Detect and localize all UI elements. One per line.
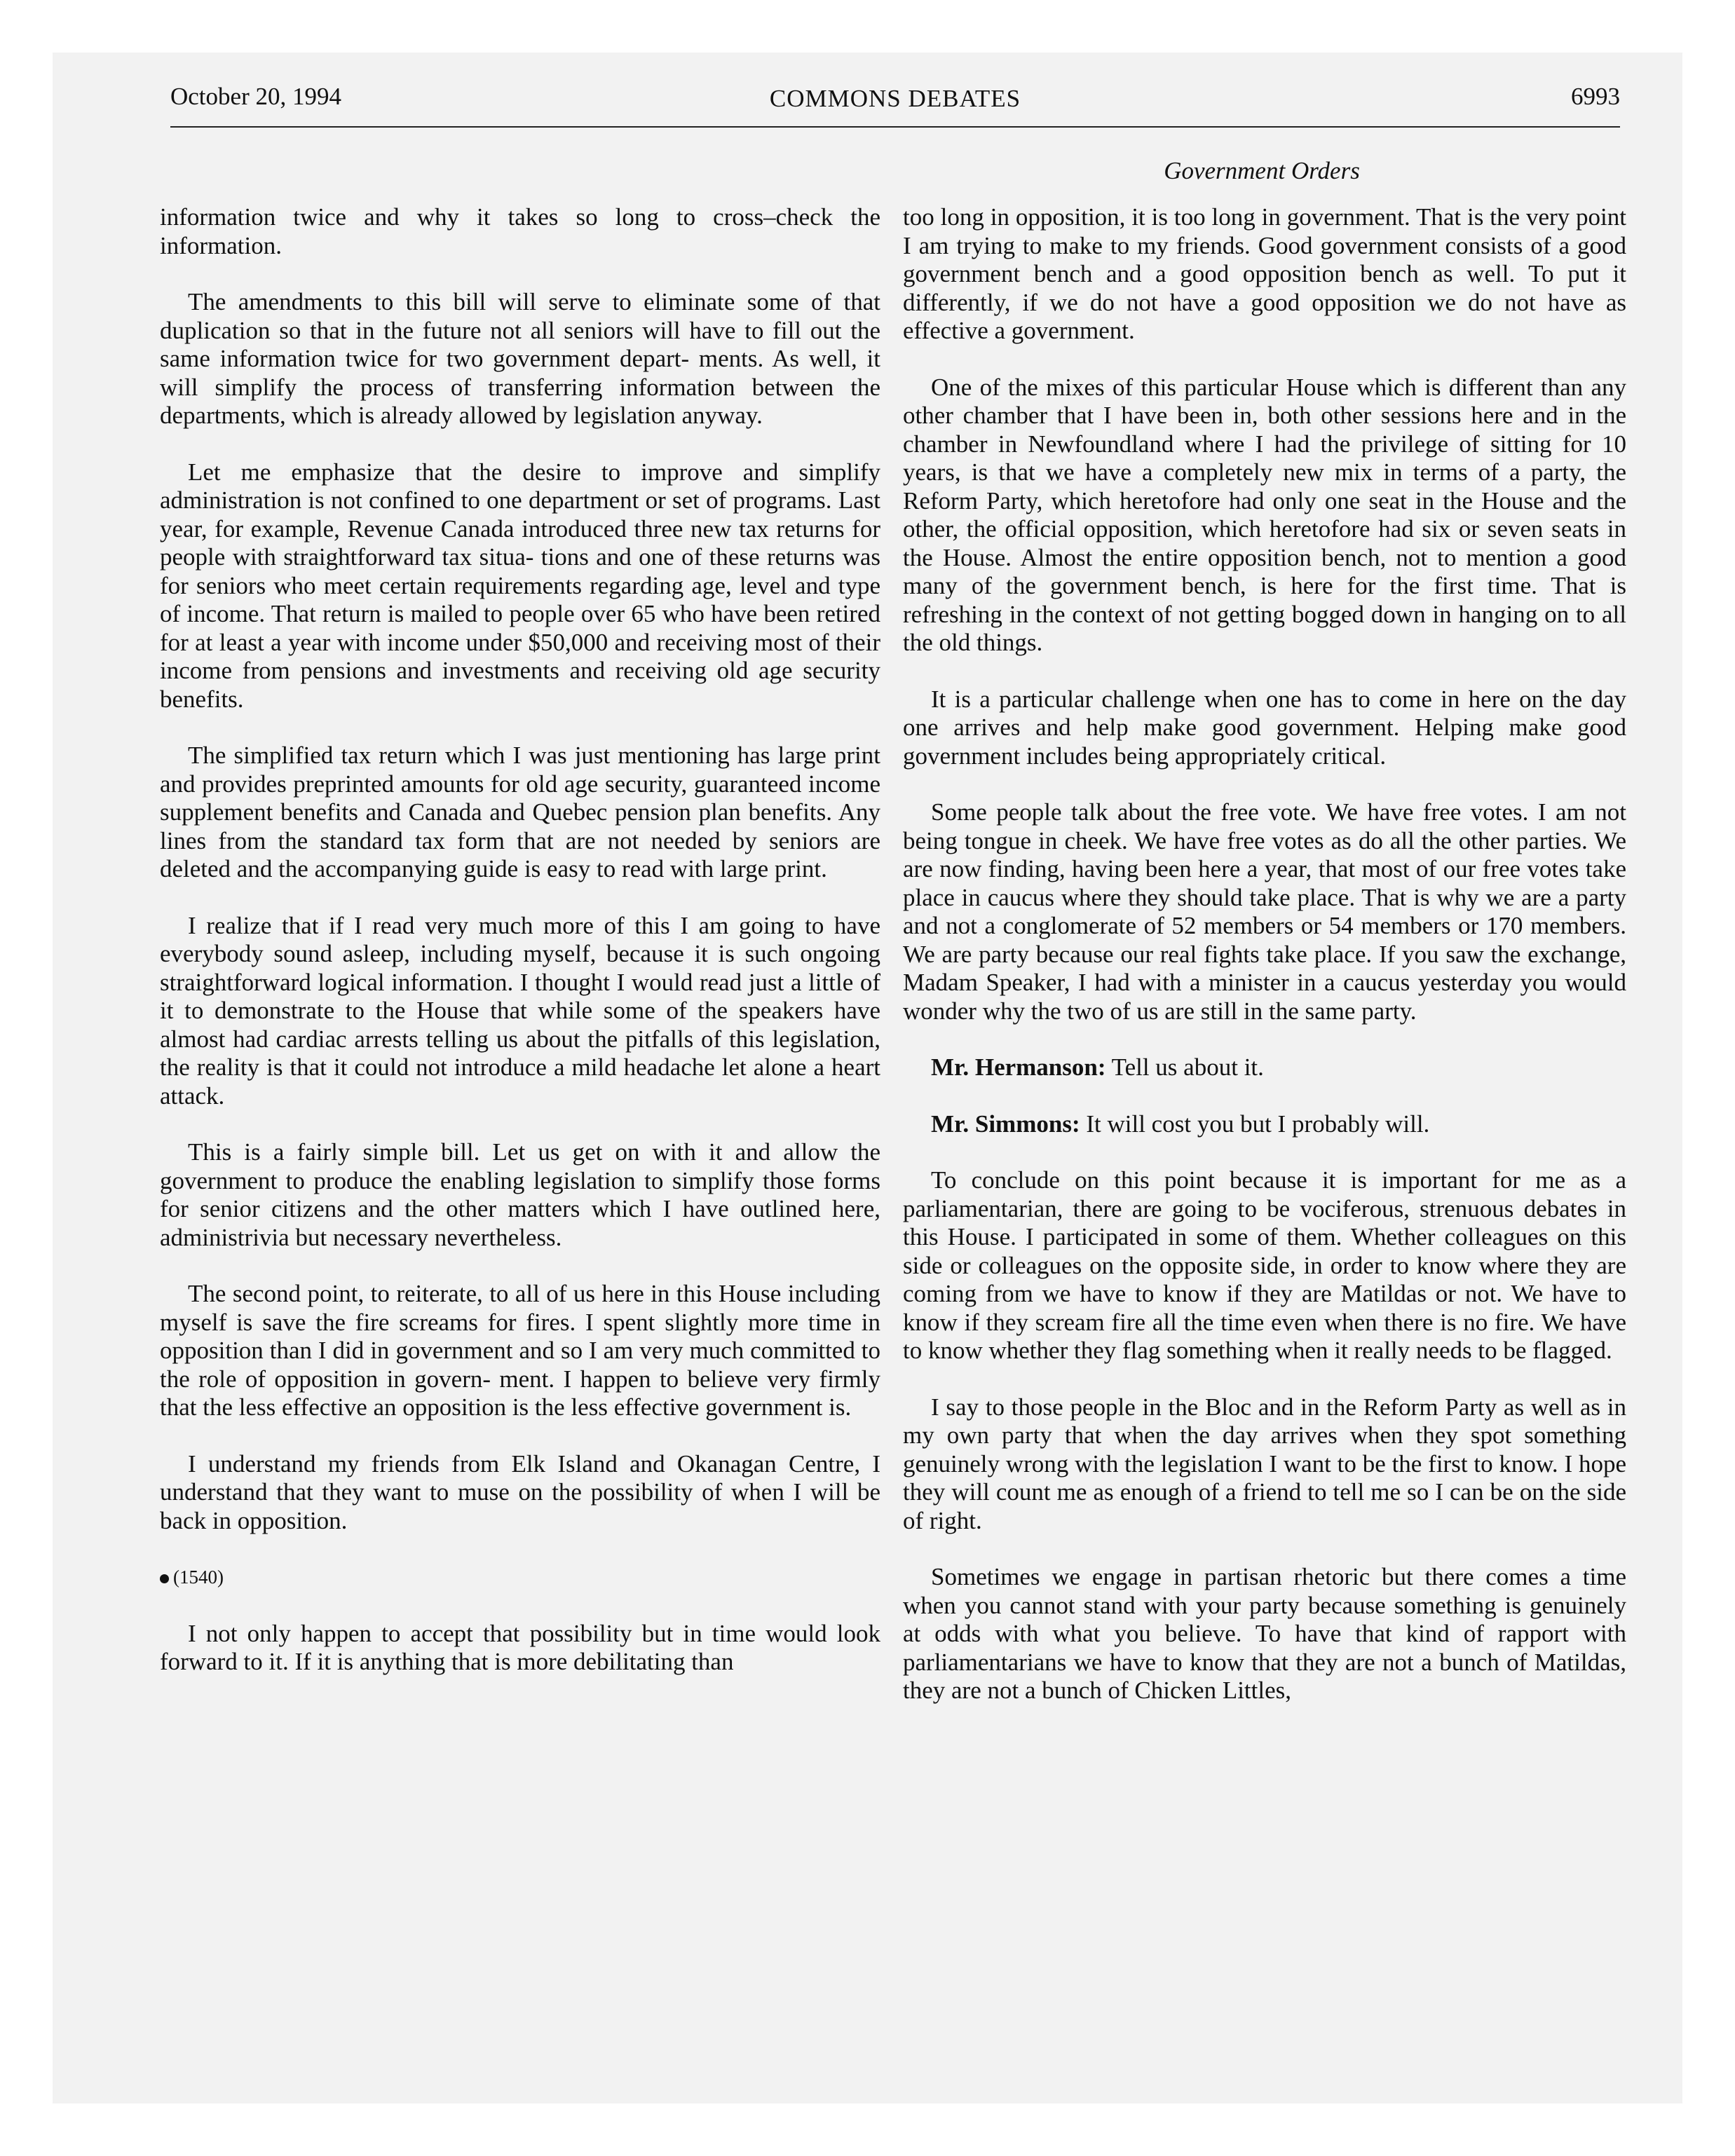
speech-text: Tell us about it. bbox=[1111, 1053, 1264, 1081]
speech-simmons bbox=[903, 1110, 1626, 1139]
paragraph: I realize that if I read very much more of this I am going to have everybody sound asleep, including myself, because it is such ongoing straightforward logical information. I thought I would read just a little of it to demonstrate to the House that while some of the speakers have almost had cardiac arrests telling us about the pitfalls of this legislation, the reality is that it could not introduce a mild headache let alone a heart attack. bbox=[160, 911, 880, 1110]
header-title: COMMONS DEBATES bbox=[769, 85, 1021, 112]
paragraph: Some people talk about the free vote. We have free votes. I am not being tongue in cheek. We have free votes as do all the other parties. We are now finding, having been here a year, that most of our free votes take place in caucus where they should take place. That is why we are a party and not a conglomerate of 52 members or 54 members or 170 members. We are party because our real fights take place. If you saw the exchange, Madam Speaker, I had with a minister in a caucus yesterday you would wonder why the two of us are still in the same party. bbox=[903, 798, 1626, 1025]
time-marker-text: (1540) bbox=[173, 1567, 224, 1588]
paragraph: too long in opposition, it is too long in government. That is the very point I am trying to make to my friends. Good government consists of a good government bench and a good opposition bench as well. To put it differently, if we do not have a good opposition we do not have as effective a government. bbox=[903, 203, 1626, 344]
speech-hermanson bbox=[903, 1053, 1626, 1082]
section-label: Government Orders bbox=[1164, 157, 1360, 184]
speaker-name: Mr. Simmons: bbox=[931, 1110, 1080, 1138]
paragraph: I understand my friends from Elk Island and Okanagan Centre, I understand that they want to muse on the possibility of when I will be back in opposition. bbox=[160, 1449, 880, 1534]
speech-text: It will cost you but I probably will. bbox=[1086, 1110, 1430, 1138]
paragraph: One of the mixes of this particular House which is different than any other chamber that I have been in, both other sessions here and in the chamber in Newfoundland where I had the privilege of sitting for 10 years, is that we have a completely new mix in terms of a party, the Reform Party, which heretofore had only one seat in the House and the other, the official opposition, which heretofore had six or seven seats in the House. Almost the entire opposition bench, not to mention a good many of the government bench, is here for the first time. That is refreshing in the context of not getting bogged down in hanging on to all the old things. bbox=[903, 373, 1626, 656]
time-marker bbox=[160, 1563, 880, 1592]
header-date: October 20, 1994 bbox=[170, 83, 341, 110]
paragraph: I not only happen to accept that possibility but in time would look forward to it. If it is anything that is more debilitating than bbox=[160, 1619, 880, 1675]
paragraph: To conclude on this point because it is important for me as a parliamentarian, there are going to be vociferous, strenuous debates in this House. I participated in some of them. Whether colleagues on this side or colleagues on the opposite side, in order to know where they are coming from we have to know if they are Matildas or not. We have to know if they scream fire all the time even when there is no fire. We have to know whether they flag something when it really needs to be flagged. bbox=[903, 1166, 1626, 1364]
paragraph: It is a particular challenge when one has to come in here on the day one arrives and help make good government. Helping make good government includes being appropriately critical. bbox=[903, 685, 1626, 770]
paragraph: The amendments to this bill will serve to eliminate some of that duplication so that in the future not all seniors will have to fill out the same information twice for two government depart- ments. As well, it will simplify the process of transferring information between the departments, which is already allowed by legislation anyway. bbox=[160, 288, 880, 429]
page-header bbox=[170, 83, 1620, 128]
left-column bbox=[160, 203, 880, 1705]
paragraph: I say to those people in the Bloc and in the Reform Party as well as in my own party that when the day arrives when they spot something genuinely wrong with the legislation I want to be the first to know. I hope they will count me as enough of a friend to tell me so I can be on the side of right. bbox=[903, 1393, 1626, 1534]
paragraph: This is a fairly simple bill. Let us get on with it and allow the government to produce the enabling legislation to simplify those forms for senior citizens and the other matters which I have outlined here, administrivia but necessary nevertheless. bbox=[160, 1138, 880, 1251]
right-column bbox=[903, 203, 1626, 1733]
paragraph: information twice and why it takes so long to cross–check the information. bbox=[160, 203, 880, 259]
paragraph: Sometimes we engage in partisan rhetoric but there comes a time when you cannot stand with your party because something is genuinely at odds with what you believe. To have that kind of rapport with parliamentarians we have to know that they are not a bunch of Matildas, they are not a bunch of Chicken Littles, bbox=[903, 1563, 1626, 1704]
bullet-icon bbox=[160, 1574, 169, 1583]
paragraph: The second point, to reiterate, to all of us here in this House including myself is save the fire screams for fires. I spent slightly more time in opposition than I did in government and so I am very much committed to the role of opposition in govern- ment. I happen to believe very firmly that the less effective an opposition is the less effective government is. bbox=[160, 1280, 880, 1421]
paragraph: The simplified tax return which I was just mentioning has large print and provides preprinted amounts for old age security, guaranteed income supplement benefits and Canada and Quebec pension plan benefits. Any lines from the standard tax form that are not needed by seniors are deleted and the accompanying guide is easy to read with large print. bbox=[160, 742, 880, 882]
page-number: 6993 bbox=[1571, 83, 1620, 110]
speaker-name: Mr. Hermanson: bbox=[931, 1053, 1106, 1081]
paragraph: Let me emphasize that the desire to improve and simplify administration is not confined to one department or set of programs. Last year, for example, Revenue Canada introduced three new tax returns for people with straightforward tax situa- tions and one of these returns was for seniors who meet certain requirements regarding age, level and type of income. That return is mailed to people over 65 who have been retired for at least a year with income under $50,000 and receiving most of their income from pensions and investments and receiving old age security benefits. bbox=[160, 458, 880, 713]
